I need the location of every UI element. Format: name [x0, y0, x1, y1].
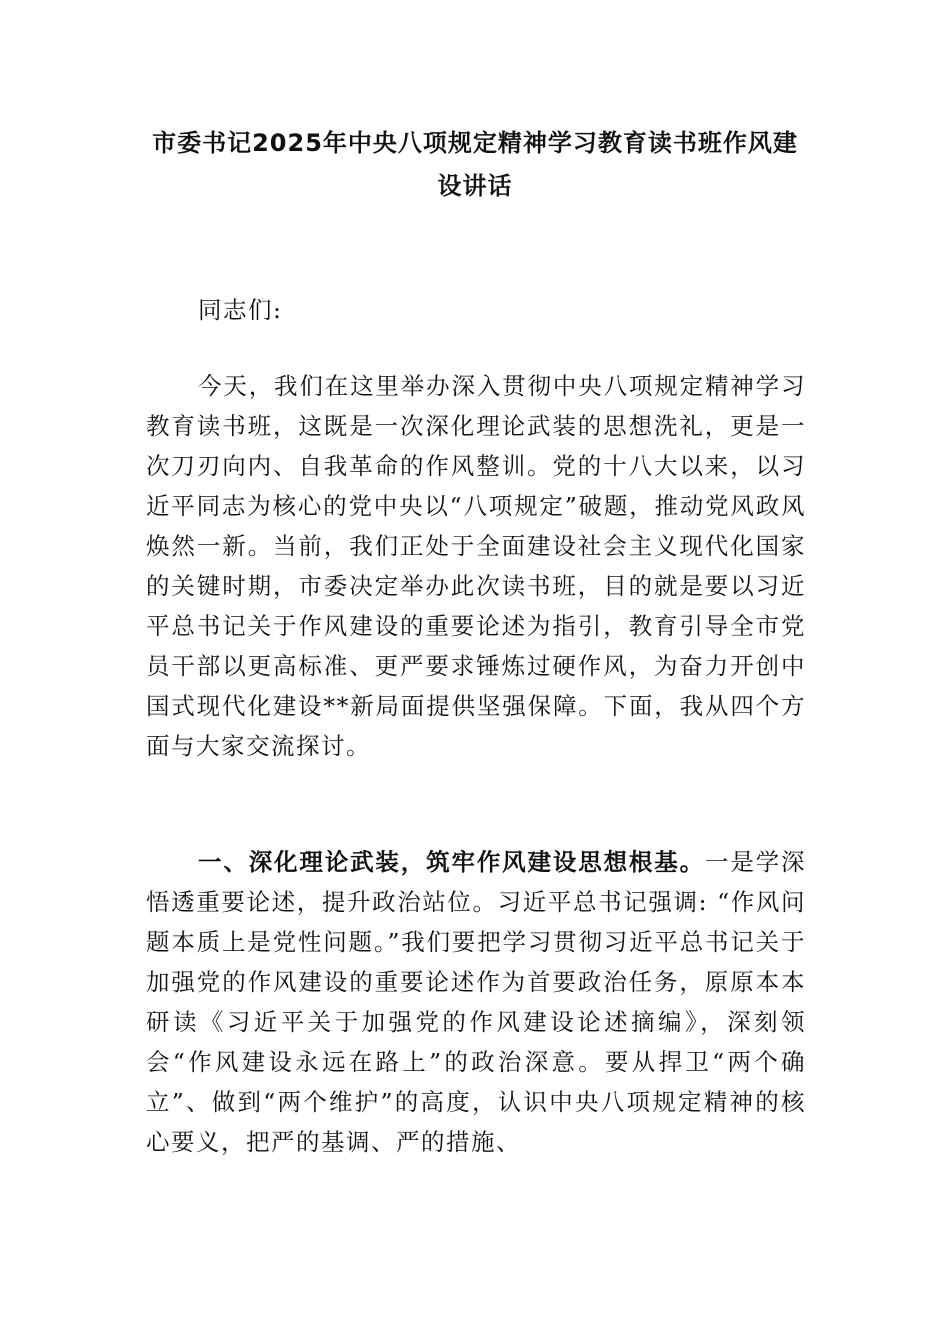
- opening-paragraph: 今天，我们在这里举办深入贯彻中央八项规定精神学习教育读书班，这既是一次深化理论武装的思想洗礼，更是一次刀刃向内、自我革命的作风整训。党的十八大以来，以习近平同志为核心的党中央以“八项规定”破题，推动党风政风焕然一新。当前，我们正处于全面建设社会主义现代化国家的关键时期，市委决定举办此次读书班，目的就是要以习近平总书记关于作风建设的重要论述为指引，教育引导全市党员干部以更高标准、更严要求锤炼过硬作风，为奋力开创中国式现代化建设**新局面提供坚强保障。下面，我从四个方面与大家交流探讨。: [146, 372, 806, 760]
- salutation-line: [146, 290, 806, 330]
- salutation: 同志们:: [198, 296, 283, 324]
- section-one-heading: 一、深化理论武装，筑牢作风建设思想根基。: [198, 848, 705, 876]
- section-one-paragraph: [146, 842, 806, 1162]
- section-one-text: 一是学深悟透重要论述，提升政治站位。习近平总书记强调: “作风问题本质上是党性问题。”我们要把学习贯彻习近平总书记关于加强党的作风建设的重要论述作为首要政治任务，原原本本研读《习近平关于加强党的作风建设论述摘编》，深刻领会“作风建设永远在路上”的政治深意。要从捍卫“两个确立”、做到“两个维护”的高度，认识中央八项规定精神的核心要义，把严的基调、严的措施、: [146, 848, 807, 1156]
- document-title: 市委书记2025年中央八项规定精神学习教育读书班作风建设讲话: [152, 129, 798, 200]
